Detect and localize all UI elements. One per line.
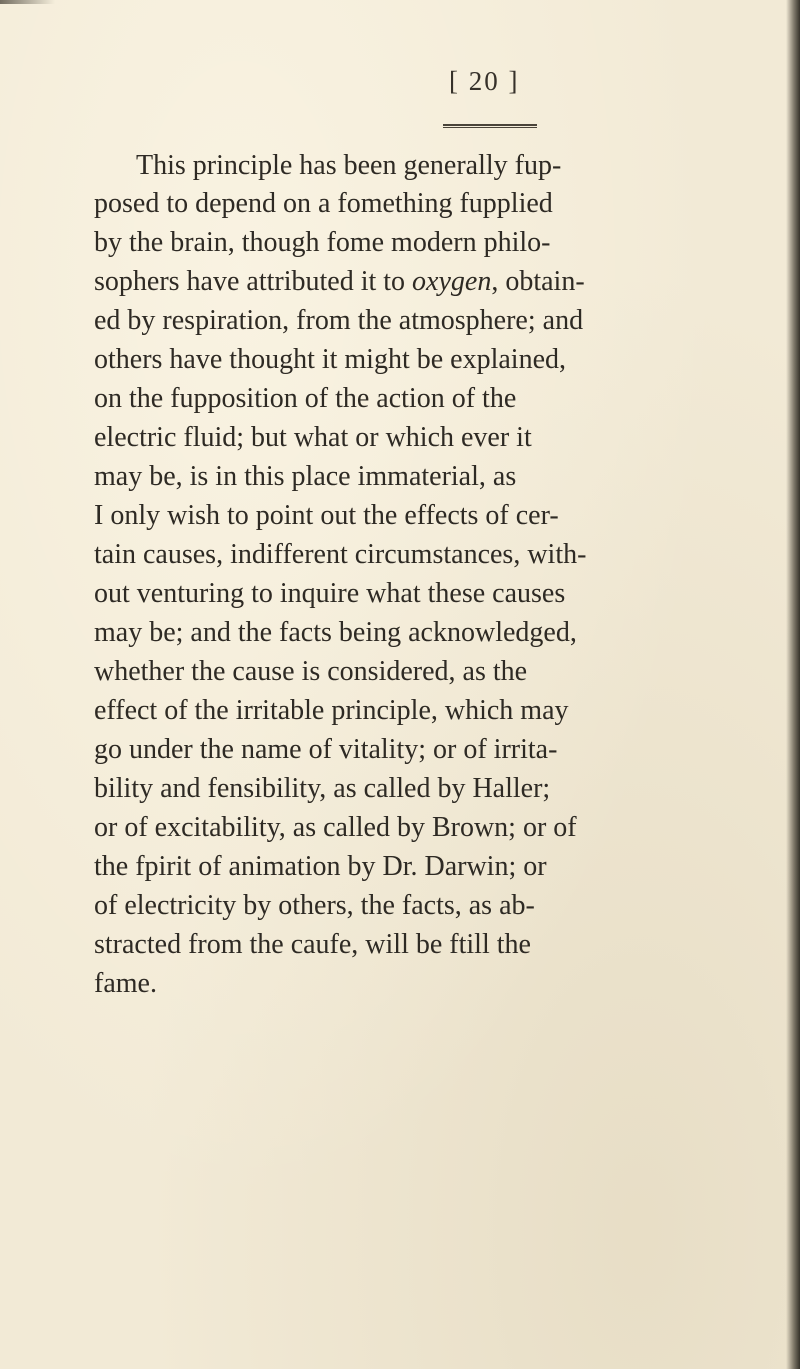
text-line-4-start: sophers have attributed it to (94, 266, 413, 297)
text-line-13: may be; and the facts being acknowledged, (94, 617, 577, 648)
text-line-22: fame. (94, 968, 157, 999)
text-line-21: stracted from the caufe, will be ftill the (94, 929, 531, 960)
text-line-11: tain causes, indifferent circumstances, with- (94, 539, 587, 570)
text-line-6: others have thought it might be explained, (94, 344, 567, 375)
text-line-9: may be, is in this place immaterial, as (94, 461, 517, 492)
italic-oxygen: oxygen (412, 266, 492, 297)
text-line-15: effect of the irritable principle, which may (94, 695, 569, 726)
text-line-7: on the fupposition of the action of the (94, 383, 517, 414)
page-number: [ 20 ] (449, 66, 520, 96)
page-gutter-shadow (786, 0, 800, 1369)
header-rule (443, 124, 537, 128)
text-line-17: bility and fensibility, as called by Haller; (94, 773, 551, 804)
text-line-3: by the brain, though fome modern philo- (94, 227, 551, 258)
text-line-5: ed by respiration, from the atmosphere; and (94, 305, 584, 336)
text-line-19: the fpirit of animation by Dr. Darwin; or (94, 851, 547, 882)
text-line-4 (94, 264, 768, 300)
text-line-14: whether the cause is considered, as the (94, 656, 528, 687)
text-line-10: I only wish to point out the effects of cer- (94, 500, 559, 531)
text-line-4-end: , obtain- (491, 266, 585, 297)
text-line-20: of electricity by others, the facts, as ab- (94, 890, 535, 921)
text-line-8: electric fluid; but what or which ever it (94, 422, 532, 453)
text-line-12: out venturing to inquire what these causes (94, 578, 566, 609)
page-edge-mark (0, 0, 55, 4)
text-line-18: or of excitability, as called by Brown; or of (94, 812, 577, 843)
text-line-16: go under the name of vitality; or of irrita- (94, 734, 558, 765)
text-line-1: This principle has been generally fup- (136, 150, 562, 181)
text-line-2: posed to depend on a fomething fupplied (94, 188, 553, 219)
